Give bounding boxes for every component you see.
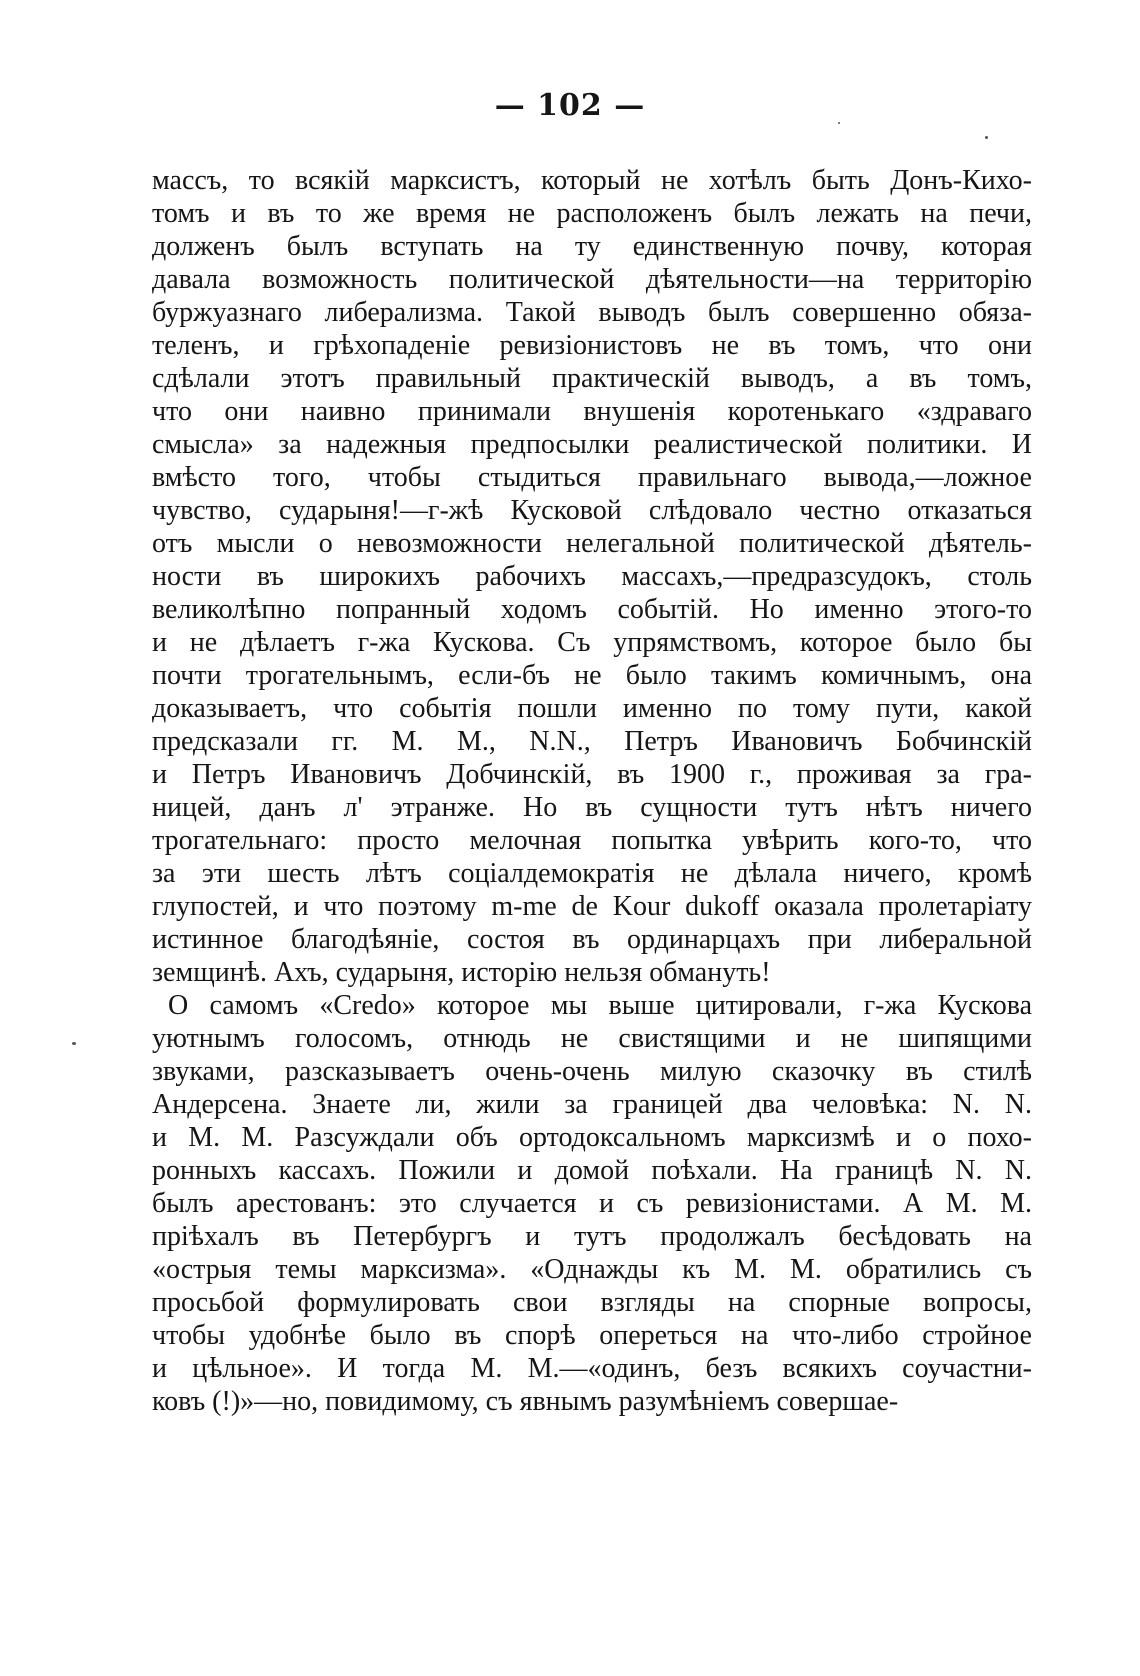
text-line: и Петръ Ивановичъ Добчинскій, въ 1900 г., проживая за гра- (152, 759, 1032, 790)
text-line: долженъ былъ вступать на ту единственную почву, которая (152, 231, 1032, 262)
print-speck (838, 122, 840, 124)
body-text (152, 164, 1032, 1418)
text-line: что они наивно принимали внушенія коротенькаго «здраваго (152, 396, 1032, 427)
text-line: предсказали гг. М. М., N.N., Петръ Ивановичъ Бобчинскій (152, 726, 1032, 757)
text-line: сдѣлали этотъ правильный практическій выводъ, а въ томъ, (152, 363, 1032, 394)
text-line: былъ арестованъ: это случается и съ ревизіонистами. А М. М. (152, 1188, 1032, 1219)
text-line: О самомъ «Credo» которое мы выше цитировали, г-жа Кускова (168, 990, 1032, 1021)
text-line: чтобы удобнѣе было въ спорѣ опереться на что-либо стройное (152, 1320, 1032, 1351)
paragraph-2 (152, 989, 1032, 1418)
text-line: пріѣхалъ въ Петербургъ и тутъ продолжалъ бесѣдовать на (152, 1221, 1032, 1252)
text-line: давала возможность политической дѣятельности—на территорію (152, 264, 1032, 295)
text-line: томъ и въ то же время не расположенъ былъ лежать на печи, (152, 198, 1032, 229)
text-line: ницей, данъ л' этранже. Но въ сущности тутъ нѣтъ ничего (152, 792, 1032, 823)
print-speck (985, 136, 988, 139)
text-line: за эти шесть лѣтъ соціалдемократія не дѣлала ничего, кромѣ (152, 858, 1032, 889)
paragraph-1 (152, 164, 1032, 989)
text-line: и цѣльное». И тогда М. М.—«одинъ, безъ всякихъ соучастни- (152, 1353, 1032, 1384)
text-line: просьбой формулировать свои взгляды на спорные вопросы, (152, 1287, 1032, 1318)
text-line: ронныхъ кассахъ. Пожили и домой поѣхали. На границѣ N. N. (152, 1155, 1032, 1186)
text-line: буржуазнаго либерализма. Такой выводъ былъ совершенно обяза- (152, 297, 1032, 328)
text-line: ности въ широкихъ рабочихъ массахъ,—предразсудокъ, столь (152, 561, 1032, 592)
text-line: и не дѣлаетъ г-жа Кускова. Съ упрямствомъ, которое было бы (152, 627, 1032, 658)
text-line: чувство, сударыня!—г-жѣ Кусковой слѣдовало честно отказаться (152, 495, 1032, 526)
text-line: доказываетъ, что событія пошли именно по тому пути, какой (152, 693, 1032, 724)
text-line: «острыя темы марксизма». «Однажды къ М. М. обратились съ (152, 1254, 1032, 1285)
text-line: ковъ (!)»—но, повидимому, съ явнымъ разумѣніемъ совершае- (152, 1386, 899, 1417)
text-line: почти трогательнымъ, если-бъ не было такимъ комичнымъ, она (152, 660, 1032, 691)
page-number: — 102 — (494, 88, 646, 123)
text-line: великолѣпно попранный ходомъ событій. Но именно этого-то (152, 594, 1032, 625)
text-line: отъ мысли о невозможности нелегальной политической дѣятель- (152, 528, 1032, 559)
text-line: смысла» за надежныя предпосылки реалистической политики. И (152, 429, 1032, 460)
text-line: трогательнаго: просто мелочная попытка увѣрить кого-то, что (152, 825, 1032, 856)
text-line: массъ, то всякій марксистъ, который не хотѣлъ быть Донъ-Кихо- (152, 165, 1032, 196)
text-line: Андерсена. Знаете ли, жили за границей два человѣка: N. N. (152, 1089, 1032, 1120)
text-line: уютнымъ голосомъ, отнюдь не свистящими и не шипящими (152, 1023, 1032, 1054)
text-line: и М. М. Разсуждали объ ортодоксальномъ марксизмѣ и о похо- (152, 1122, 1032, 1153)
text-line: теленъ, и грѣхопаденіе ревизіонистовъ не въ томъ, что они (152, 330, 1032, 361)
text-line: глупостей, и что поэтому m-me de Kour dukoff оказала пролетаріату (152, 891, 1032, 922)
text-line: звуками, разсказываетъ очень-очень милую сказочку въ стилѣ (152, 1056, 1032, 1087)
text-line: земщинѣ. Ахъ, сударыня, исторію нельзя обмануть! (152, 957, 771, 988)
text-line: вмѣсто того, чтобы стыдиться правильнаго вывода,—ложное (152, 462, 1032, 493)
print-speck (72, 1042, 76, 1045)
text-line: истинное благодѣяніе, состоя въ ординарцахъ при либеральной (152, 924, 1032, 955)
